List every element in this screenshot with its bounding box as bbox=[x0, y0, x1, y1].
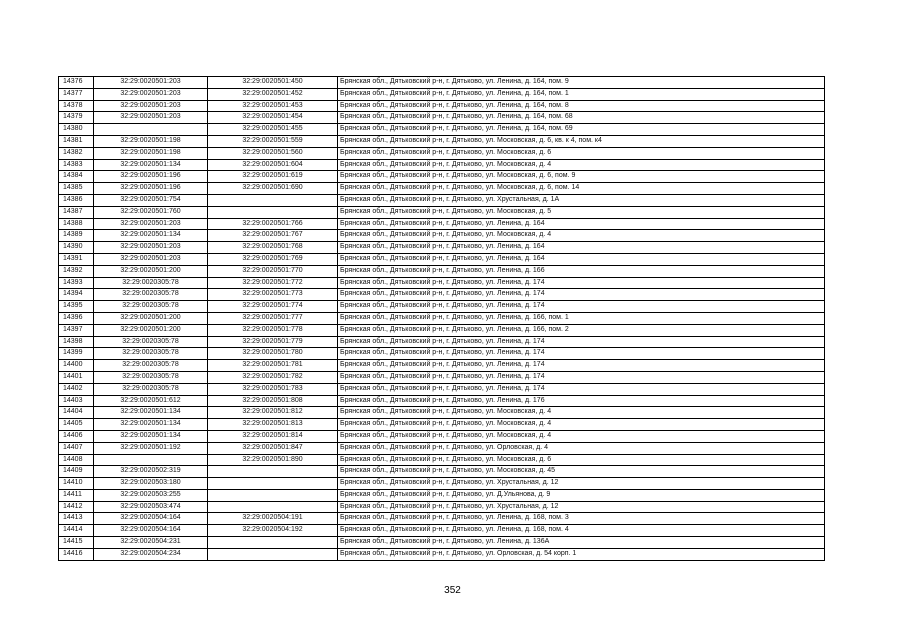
parent-cadastral-number-cell: 32:29:0020501:198 bbox=[94, 135, 208, 147]
address-cell: Брянская обл., Дятьковский р-н, г. Дятьково, ул. Московская, д. 4 bbox=[338, 419, 825, 431]
address-cell: Брянская обл., Дятьковский р-н, г. Дятьково, ул. Орловская, д. 54 корп. 1 bbox=[338, 548, 825, 560]
row-number-cell: 14377 bbox=[59, 88, 94, 100]
table-row bbox=[59, 230, 825, 242]
table-row bbox=[59, 312, 825, 324]
object-cadastral-number-cell: 32:29:0020501:772 bbox=[208, 277, 338, 289]
row-number-cell: 14407 bbox=[59, 442, 94, 454]
table-row bbox=[59, 478, 825, 490]
parent-cadastral-number-cell: 32:29:0020504:234 bbox=[94, 548, 208, 560]
row-number-cell: 14392 bbox=[59, 265, 94, 277]
address-cell: Брянская обл., Дятьковский р-н, г. Дятьково, ул. Хрустальная, д. 1А bbox=[338, 194, 825, 206]
row-number-cell: 14396 bbox=[59, 312, 94, 324]
table-row bbox=[59, 112, 825, 124]
row-number-cell: 14402 bbox=[59, 383, 94, 395]
object-cadastral-number-cell: 32:29:0020501:604 bbox=[208, 159, 338, 171]
row-number-cell: 14416 bbox=[59, 548, 94, 560]
row-number-cell: 14406 bbox=[59, 430, 94, 442]
parent-cadastral-number-cell: 32:29:0020501:134 bbox=[94, 407, 208, 419]
parent-cadastral-number-cell: 32:29:0020501:134 bbox=[94, 419, 208, 431]
parent-cadastral-number-cell: 32:29:0020504:164 bbox=[94, 513, 208, 525]
row-number-cell: 14387 bbox=[59, 206, 94, 218]
object-cadastral-number-cell: 32:29:0020501:619 bbox=[208, 171, 338, 183]
address-cell: Брянская обл., Дятьковский р-н, г. Дятьково, ул. Ленина, д. 168, пом. 3 bbox=[338, 513, 825, 525]
parent-cadastral-number-cell: 32:29:0020501:200 bbox=[94, 312, 208, 324]
parent-cadastral-number-cell: 32:29:0020305:78 bbox=[94, 360, 208, 372]
table-row bbox=[59, 442, 825, 454]
parent-cadastral-number-cell: 32:29:0020501:192 bbox=[94, 442, 208, 454]
row-number-cell: 14408 bbox=[59, 454, 94, 466]
table-row bbox=[59, 525, 825, 537]
parent-cadastral-number-cell: 32:29:0020305:78 bbox=[94, 289, 208, 301]
address-cell: Брянская обл., Дятьковский р-н, г. Дятьково, ул. Московская, д. 4 bbox=[338, 407, 825, 419]
address-cell: Брянская обл., Дятьковский р-н, г. Дятьково, ул. Ленина, д. 164, пом. 8 bbox=[338, 100, 825, 112]
parent-cadastral-number-cell: 32:29:0020501:203 bbox=[94, 242, 208, 254]
table-row bbox=[59, 253, 825, 265]
parent-cadastral-number-cell: 32:29:0020305:78 bbox=[94, 383, 208, 395]
row-number-cell: 14401 bbox=[59, 371, 94, 383]
address-cell: Брянская обл., Дятьковский р-н, г. Дятьково, ул. Ленина, д. 174 bbox=[338, 336, 825, 348]
table-row bbox=[59, 371, 825, 383]
table-row bbox=[59, 395, 825, 407]
row-number-cell: 14384 bbox=[59, 171, 94, 183]
parent-cadastral-number-cell bbox=[94, 124, 208, 136]
table-row bbox=[59, 301, 825, 313]
object-cadastral-number-cell: 32:29:0020501:454 bbox=[208, 112, 338, 124]
address-cell: Брянская обл., Дятьковский р-н, г. Дятьково, ул. Д.Ульянова, д. 9 bbox=[338, 489, 825, 501]
object-cadastral-number-cell: 32:29:0020501:778 bbox=[208, 324, 338, 336]
object-cadastral-number-cell bbox=[208, 206, 338, 218]
table-row bbox=[59, 147, 825, 159]
object-cadastral-number-cell: 32:29:0020501:770 bbox=[208, 265, 338, 277]
row-number-cell: 14410 bbox=[59, 478, 94, 490]
parent-cadastral-number-cell: 32:29:0020501:203 bbox=[94, 88, 208, 100]
object-cadastral-number-cell: 32:29:0020501:766 bbox=[208, 218, 338, 230]
address-cell: Брянская обл., Дятьковский р-н, г. Дятьково, ул. Ленина, д. 164, пом. 9 bbox=[338, 77, 825, 89]
table-row bbox=[59, 454, 825, 466]
table-row bbox=[59, 548, 825, 560]
parent-cadastral-number-cell: 32:29:0020501:198 bbox=[94, 147, 208, 159]
document-sheet bbox=[58, 76, 824, 561]
parent-cadastral-number-cell: 32:29:0020501:196 bbox=[94, 183, 208, 195]
table-row bbox=[59, 265, 825, 277]
address-cell: Брянская обл., Дятьковский р-н, г. Дятьково, ул. Ленина, д. 166, пом. 1 bbox=[338, 312, 825, 324]
object-cadastral-number-cell: 32:29:0020504:192 bbox=[208, 525, 338, 537]
object-cadastral-number-cell: 32:29:0020501:774 bbox=[208, 301, 338, 313]
address-cell: Брянская обл., Дятьковский р-н, г. Дятьково, ул. Ленина, д. 164 bbox=[338, 242, 825, 254]
object-cadastral-number-cell bbox=[208, 548, 338, 560]
address-cell: Брянская обл., Дятьковский р-н, г. Дятьково, ул. Московская, д. 4 bbox=[338, 159, 825, 171]
object-cadastral-number-cell: 32:29:0020501:453 bbox=[208, 100, 338, 112]
table-body bbox=[59, 77, 825, 561]
object-cadastral-number-cell bbox=[208, 489, 338, 501]
parent-cadastral-number-cell: 32:29:0020501:203 bbox=[94, 218, 208, 230]
parent-cadastral-number-cell: 32:29:0020503:180 bbox=[94, 478, 208, 490]
object-cadastral-number-cell bbox=[208, 194, 338, 206]
table-row bbox=[59, 100, 825, 112]
table-row bbox=[59, 88, 825, 100]
row-number-cell: 14405 bbox=[59, 419, 94, 431]
address-cell: Брянская обл., Дятьковский р-н, г. Дятьково, ул. Ленина, д. 174 bbox=[338, 371, 825, 383]
row-number-cell: 14403 bbox=[59, 395, 94, 407]
object-cadastral-number-cell: 32:29:0020501:450 bbox=[208, 77, 338, 89]
address-cell: Брянская обл., Дятьковский р-н, г. Дятьково, ул. Ленина, д. 168, пом. 4 bbox=[338, 525, 825, 537]
object-cadastral-number-cell: 32:29:0020501:559 bbox=[208, 135, 338, 147]
table-row bbox=[59, 324, 825, 336]
parent-cadastral-number-cell: 32:29:0020305:78 bbox=[94, 301, 208, 313]
address-cell: Брянская обл., Дятьковский р-н, г. Дятьково, ул. Ленина, д. 166 bbox=[338, 265, 825, 277]
object-cadastral-number-cell: 32:29:0020501:808 bbox=[208, 395, 338, 407]
object-cadastral-number-cell: 32:29:0020501:847 bbox=[208, 442, 338, 454]
row-number-cell: 14413 bbox=[59, 513, 94, 525]
table-row bbox=[59, 489, 825, 501]
table-row bbox=[59, 77, 825, 89]
address-cell: Брянская обл., Дятьковский р-н, г. Дятьково, ул. Ленина, д. 174 bbox=[338, 277, 825, 289]
object-cadastral-number-cell: 32:29:0020501:560 bbox=[208, 147, 338, 159]
row-number-cell: 14415 bbox=[59, 537, 94, 549]
row-number-cell: 14376 bbox=[59, 77, 94, 89]
row-number-cell: 14397 bbox=[59, 324, 94, 336]
address-cell: Брянская обл., Дятьковский р-н, г. Дятьково, ул. Ленина, д. 174 bbox=[338, 289, 825, 301]
parent-cadastral-number-cell: 32:29:0020501:134 bbox=[94, 159, 208, 171]
parent-cadastral-number-cell: 32:29:0020503:255 bbox=[94, 489, 208, 501]
table-row bbox=[59, 277, 825, 289]
parent-cadastral-number-cell: 32:29:0020501:203 bbox=[94, 253, 208, 265]
row-number-cell: 14404 bbox=[59, 407, 94, 419]
parent-cadastral-number-cell: 32:29:0020501:203 bbox=[94, 112, 208, 124]
object-cadastral-number-cell: 32:29:0020501:782 bbox=[208, 371, 338, 383]
address-cell: Брянская обл., Дятьковский р-н, г. Дятьково, ул. Ленина, д. 176 bbox=[338, 395, 825, 407]
row-number-cell: 14400 bbox=[59, 360, 94, 372]
row-number-cell: 14411 bbox=[59, 489, 94, 501]
table-row bbox=[59, 135, 825, 147]
page-number: 352 bbox=[444, 585, 461, 596]
table-row bbox=[59, 218, 825, 230]
table-row bbox=[59, 537, 825, 549]
parent-cadastral-number-cell: 32:29:0020501:612 bbox=[94, 395, 208, 407]
row-number-cell: 14412 bbox=[59, 501, 94, 513]
parent-cadastral-number-cell: 32:29:0020501:134 bbox=[94, 430, 208, 442]
parent-cadastral-number-cell: 32:29:0020305:78 bbox=[94, 371, 208, 383]
row-number-cell: 14379 bbox=[59, 112, 94, 124]
table-row bbox=[59, 171, 825, 183]
address-cell: Брянская обл., Дятьковский р-н, г. Дятьково, ул. Московская, д. 4 bbox=[338, 230, 825, 242]
address-cell: Брянская обл., Дятьковский р-н, г. Дятьково, ул. Ленина, д. 164, пом. 68 bbox=[338, 112, 825, 124]
table-row bbox=[59, 513, 825, 525]
address-cell: Брянская обл., Дятьковский р-н, г. Дятьково, ул. Ленина, д. 164, пом. 69 bbox=[338, 124, 825, 136]
row-number-cell: 14391 bbox=[59, 253, 94, 265]
object-cadastral-number-cell: 32:29:0020501:768 bbox=[208, 242, 338, 254]
object-cadastral-number-cell: 32:29:0020501:455 bbox=[208, 124, 338, 136]
parent-cadastral-number-cell: 32:29:0020501:196 bbox=[94, 171, 208, 183]
object-cadastral-number-cell bbox=[208, 466, 338, 478]
object-cadastral-number-cell: 32:29:0020501:813 bbox=[208, 419, 338, 431]
address-cell: Брянская обл., Дятьковский р-н, г. Дятьково, ул. Московская, д. 4 bbox=[338, 430, 825, 442]
parent-cadastral-number-cell bbox=[94, 454, 208, 466]
object-cadastral-number-cell: 32:29:0020501:777 bbox=[208, 312, 338, 324]
row-number-cell: 14381 bbox=[59, 135, 94, 147]
address-cell: Брянская обл., Дятьковский р-н, г. Дятьково, ул. Хрустальная, д. 12 bbox=[338, 478, 825, 490]
object-cadastral-number-cell: 32:29:0020501:452 bbox=[208, 88, 338, 100]
table-row bbox=[59, 289, 825, 301]
table-row bbox=[59, 348, 825, 360]
address-cell: Брянская обл., Дятьковский р-н, г. Дятьково, ул. Ленина, д. 174 bbox=[338, 360, 825, 372]
address-cell: Брянская обл., Дятьковский р-н, г. Дятьково, ул. Ленина, д. 174 bbox=[338, 301, 825, 313]
row-number-cell: 14398 bbox=[59, 336, 94, 348]
object-cadastral-number-cell: 32:29:0020501:780 bbox=[208, 348, 338, 360]
row-number-cell: 14383 bbox=[59, 159, 94, 171]
address-cell: Брянская обл., Дятьковский р-н, г. Дятьково, ул. Ленина, д. 164 bbox=[338, 218, 825, 230]
row-number-cell: 14378 bbox=[59, 100, 94, 112]
row-number-cell: 14388 bbox=[59, 218, 94, 230]
row-number-cell: 14399 bbox=[59, 348, 94, 360]
address-cell: Брянская обл., Дятьковский р-н, г. Дятьково, ул. Ленина, д. 174 bbox=[338, 348, 825, 360]
object-cadastral-number-cell: 32:29:0020501:767 bbox=[208, 230, 338, 242]
table-row bbox=[59, 466, 825, 478]
parent-cadastral-number-cell: 32:29:0020503:474 bbox=[94, 501, 208, 513]
object-cadastral-number-cell: 32:29:0020501:890 bbox=[208, 454, 338, 466]
object-cadastral-number-cell bbox=[208, 501, 338, 513]
address-cell: Брянская обл., Дятьковский р-н, г. Дятьково, ул. Хрустальная, д. 12 bbox=[338, 501, 825, 513]
address-cell: Брянская обл., Дятьковский р-н, г. Дятьково, ул. Ленина, д. 136А bbox=[338, 537, 825, 549]
address-cell: Брянская обл., Дятьковский р-н, г. Дятьково, ул. Ленина, д. 164, пом. 1 bbox=[338, 88, 825, 100]
row-number-cell: 14394 bbox=[59, 289, 94, 301]
address-cell: Брянская обл., Дятьковский р-н, г. Дятьково, ул. Московская, д. 45 bbox=[338, 466, 825, 478]
parent-cadastral-number-cell: 32:29:0020501:134 bbox=[94, 230, 208, 242]
object-cadastral-number-cell: 32:29:0020501:812 bbox=[208, 407, 338, 419]
object-cadastral-number-cell bbox=[208, 537, 338, 549]
address-cell: Брянская обл., Дятьковский р-н, г. Дятьково, ул. Московская, д. 6, пом. 9 bbox=[338, 171, 825, 183]
parent-cadastral-number-cell: 32:29:0020305:78 bbox=[94, 348, 208, 360]
table-row bbox=[59, 383, 825, 395]
object-cadastral-number-cell: 32:29:0020501:690 bbox=[208, 183, 338, 195]
row-number-cell: 14414 bbox=[59, 525, 94, 537]
address-cell: Брянская обл., Дятьковский р-н, г. Дятьково, ул. Орловская, д. 4 bbox=[338, 442, 825, 454]
parent-cadastral-number-cell: 32:29:0020501:203 bbox=[94, 77, 208, 89]
object-cadastral-number-cell: 32:29:0020501:773 bbox=[208, 289, 338, 301]
table-row bbox=[59, 336, 825, 348]
address-cell: Брянская обл., Дятьковский р-н, г. Дятьково, ул. Ленина, д. 164 bbox=[338, 253, 825, 265]
parent-cadastral-number-cell: 32:29:0020502:319 bbox=[94, 466, 208, 478]
row-number-cell: 14395 bbox=[59, 301, 94, 313]
address-cell: Брянская обл., Дятьковский р-н, г. Дятьково, ул. Московская, д. 6 bbox=[338, 454, 825, 466]
object-cadastral-number-cell: 32:29:0020504:191 bbox=[208, 513, 338, 525]
parent-cadastral-number-cell: 32:29:0020501:203 bbox=[94, 100, 208, 112]
table-row bbox=[59, 430, 825, 442]
table-row bbox=[59, 124, 825, 136]
table-row bbox=[59, 501, 825, 513]
table-row bbox=[59, 194, 825, 206]
row-number-cell: 14393 bbox=[59, 277, 94, 289]
parent-cadastral-number-cell: 32:29:0020501:200 bbox=[94, 324, 208, 336]
table-row bbox=[59, 242, 825, 254]
parent-cadastral-number-cell: 32:29:0020504:231 bbox=[94, 537, 208, 549]
address-cell: Брянская обл., Дятьковский р-н, г. Дятьково, ул. Ленина, д. 174 bbox=[338, 383, 825, 395]
address-cell: Брянская обл., Дятьковский р-н, г. Дятьково, ул. Московская, д. 6 bbox=[338, 147, 825, 159]
table-row bbox=[59, 159, 825, 171]
table-row bbox=[59, 206, 825, 218]
address-cell: Брянская обл., Дятьковский р-н, г. Дятьково, ул. Московская, д. 5 bbox=[338, 206, 825, 218]
row-number-cell: 14380 bbox=[59, 124, 94, 136]
row-number-cell: 14385 bbox=[59, 183, 94, 195]
parent-cadastral-number-cell: 32:29:0020305:78 bbox=[94, 336, 208, 348]
parent-cadastral-number-cell: 32:29:0020501:760 bbox=[94, 206, 208, 218]
object-cadastral-number-cell: 32:29:0020501:769 bbox=[208, 253, 338, 265]
object-cadastral-number-cell: 32:29:0020501:783 bbox=[208, 383, 338, 395]
table-row bbox=[59, 360, 825, 372]
parent-cadastral-number-cell: 32:29:0020501:754 bbox=[94, 194, 208, 206]
row-number-cell: 14386 bbox=[59, 194, 94, 206]
parent-cadastral-number-cell: 32:29:0020305:78 bbox=[94, 277, 208, 289]
table-row bbox=[59, 407, 825, 419]
address-cell: Брянская обл., Дятьковский р-н, г. Дятьково, ул. Московская, д. 6, пом. 14 bbox=[338, 183, 825, 195]
row-number-cell: 14390 bbox=[59, 242, 94, 254]
object-cadastral-number-cell: 32:29:0020501:779 bbox=[208, 336, 338, 348]
row-number-cell: 14389 bbox=[59, 230, 94, 242]
row-number-cell: 14409 bbox=[59, 466, 94, 478]
cadastral-table bbox=[58, 76, 825, 561]
parent-cadastral-number-cell: 32:29:0020501:200 bbox=[94, 265, 208, 277]
table-row bbox=[59, 419, 825, 431]
row-number-cell: 14382 bbox=[59, 147, 94, 159]
parent-cadastral-number-cell: 32:29:0020504:164 bbox=[94, 525, 208, 537]
object-cadastral-number-cell bbox=[208, 478, 338, 490]
object-cadastral-number-cell: 32:29:0020501:814 bbox=[208, 430, 338, 442]
address-cell: Брянская обл., Дятьковский р-н, г. Дятьково, ул. Ленина, д. 166, пом. 2 bbox=[338, 324, 825, 336]
address-cell: Брянская обл., Дятьковский р-н, г. Дятьково, ул. Московская, д. 6, кв. к 4, пом. к4 bbox=[338, 135, 825, 147]
object-cadastral-number-cell: 32:29:0020501:781 bbox=[208, 360, 338, 372]
table-row bbox=[59, 183, 825, 195]
